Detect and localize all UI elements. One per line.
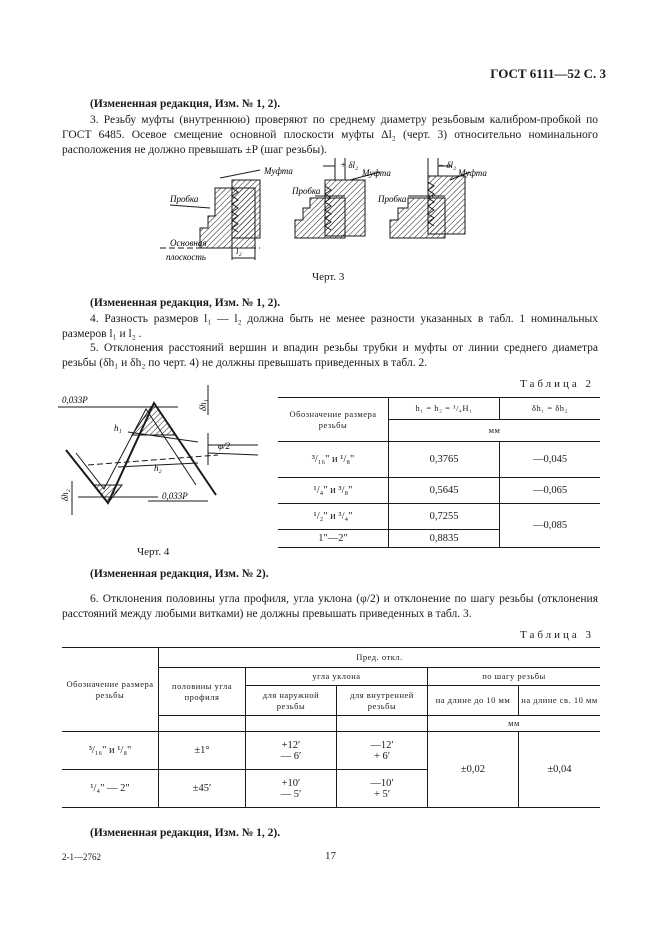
t3-slope: угла уклона (246, 668, 428, 686)
t2-r4-name: 1"—2" (278, 530, 389, 548)
thread-gauge-3 (377, 158, 487, 238)
table-2-caption: Таблица 2 (520, 378, 595, 390)
table-row (278, 442, 600, 478)
t3-r2-half: ±45′ (159, 770, 246, 808)
label-probka-3: Пробка (378, 194, 407, 204)
t3-r2-i1: —10′ (370, 777, 394, 789)
t3-half: половины угла профиля (159, 668, 246, 716)
figure-3-caption: Черт. 3 (312, 271, 345, 283)
table-3 (62, 647, 600, 808)
t2-r1-dh: —0,045 (500, 442, 601, 478)
label-l2: l₂ (236, 246, 242, 256)
t3-outer: для наружной резьбы (246, 686, 337, 716)
label-plus-dl2: + δl₂ (340, 160, 359, 170)
t3-r2-i2: + 5′ (373, 788, 391, 800)
table-row (278, 478, 600, 504)
t2-r2-h: 0,5645 (389, 478, 500, 504)
label-mufta-3: Муфта (458, 168, 487, 178)
t3-r1-o2: — 6′ (280, 750, 302, 762)
label-phi: φ/2 (218, 441, 230, 451)
edit-note-3: (Измененная редакция, Изм. № 2). (90, 568, 269, 580)
t2-r4-h: 0,8835 (389, 530, 500, 548)
table-3-caption: Таблица 3 (520, 629, 595, 641)
paragraph-5: 5. Отклонения расстояний вершин и впадин резьбы трубки и муфты от линии среднего диаметра резьбы (δh₁ и δh₂ по черт. 4) не должны превышать приведенных в табл. 2. (62, 342, 598, 369)
label-osn-1: Основная (170, 238, 207, 248)
edit-note-2: (Измененная редакция, Изм. № 1, 2). (90, 297, 281, 309)
t2-col3: δh₁ = δh₂ (500, 398, 601, 420)
table-row (62, 732, 600, 770)
t2-r3-dh: —0,085 (500, 504, 601, 548)
t3-r1-i2: + 6′ (373, 750, 391, 762)
t3-r1-o1: +12′ (281, 739, 301, 751)
footer-code: 2-1—2762 (62, 852, 101, 862)
paragraph-3: 3. Резьбу муфты (внутреннюю) проверяют по среднему диаметру резьбовым калибром-пробкой по ГОСТ 6485. Осевое смещение основной плоскости муфты Δl₂ (черт. 3) относительно номинального расположения не должно превышать ±P (шаг резьбы). (62, 114, 598, 156)
label-h2: h₂ (154, 463, 162, 473)
page-number: 17 (325, 850, 336, 862)
page-header: ГОСТ 6111—52 С. 3 (490, 66, 606, 81)
t3-r2-o1: +10′ (281, 777, 301, 789)
t2-col1: Обозначение размера резьбы (278, 398, 389, 442)
t2-r2-name: ¹/₄" и ³/₈" (278, 478, 389, 504)
label-probka-1: Пробка (170, 194, 199, 204)
table-2 (278, 397, 600, 548)
figure-4-caption: Черт. 4 (137, 546, 170, 558)
t3-r1-name: ³/₁₆" и ¹/₈" (62, 732, 159, 770)
t3-pred: Пред. откл. (159, 648, 601, 668)
paragraph-6: 6. Отклонения половины угла профиля, угла уклона (φ/2) и отклонение по шагу резьбы (отклонения расстояний между любыми витками) не должны превышать приведенных в табл. 3. (62, 593, 598, 620)
t2-r3-h: 0,7255 (389, 504, 500, 530)
t3-col1: Обозначение размера резьбы (62, 648, 159, 732)
t2-r1-name: ³/₁₆" и ¹/₈" (278, 442, 389, 478)
t3-pitch: по шагу резьбы (428, 668, 601, 686)
label-osn-2: плоскость (166, 252, 206, 262)
label-minus-dl2: − δl₂ (438, 160, 457, 170)
figure-4 (58, 385, 268, 537)
label-dh2: δh₂ (60, 489, 70, 501)
edit-note-1: (Измененная редакция, Изм. № 1, 2). (90, 98, 281, 110)
label-h1: h₁ (114, 423, 122, 433)
t3-r1-i1: —12′ (370, 739, 394, 751)
edit-note-4: (Измененная редакция, Изм. № 1, 2). (90, 827, 281, 839)
t2-r1-h: 0,3765 (389, 442, 500, 478)
t3-r2-name: ¹/₄" — 2" (62, 770, 159, 808)
t3-r1-half: ±1° (159, 732, 246, 770)
t3-pitchsv10-val: ±0,04 (519, 732, 601, 808)
table-row (278, 504, 600, 530)
t3-pitch10-val: ±0,02 (428, 732, 519, 808)
label-mufta-1: Муфта (264, 166, 293, 176)
label-0033p-2: 0,033P (162, 491, 188, 501)
label-0033p-1: 0,033P (62, 395, 88, 405)
t3-inner: для внутренней резьбы (337, 686, 428, 716)
t2-unit: мм (389, 420, 601, 442)
t3-r2-o2: — 5′ (280, 788, 302, 800)
t2-r2-dh: —0,065 (500, 478, 601, 504)
t3-len10: на длине до 10 мм (428, 686, 519, 716)
label-mufta-2: Муфта (362, 168, 391, 178)
figure-3 (160, 158, 490, 270)
thread-gauge-1 (160, 166, 293, 262)
label-dh1: δh₁ (198, 399, 208, 411)
thread-gauge-2 (291, 158, 391, 238)
t2-r3-name: ¹/₂" и ³/₄" (278, 504, 389, 530)
paragraph-4: 4. Разность размеров l₁ — l₂ должна быть не менее разности указанных в табл. 1 номинальных размеров l₁ и l₂ . (62, 313, 598, 340)
t2-col2: h₁ = h₂ = ¹/₄H₁ (389, 398, 500, 420)
label-probka-2: Пробка (292, 186, 321, 196)
t3-unit: мм (428, 716, 601, 732)
t3-lensv10: на длине св. 10 мм (519, 686, 601, 716)
